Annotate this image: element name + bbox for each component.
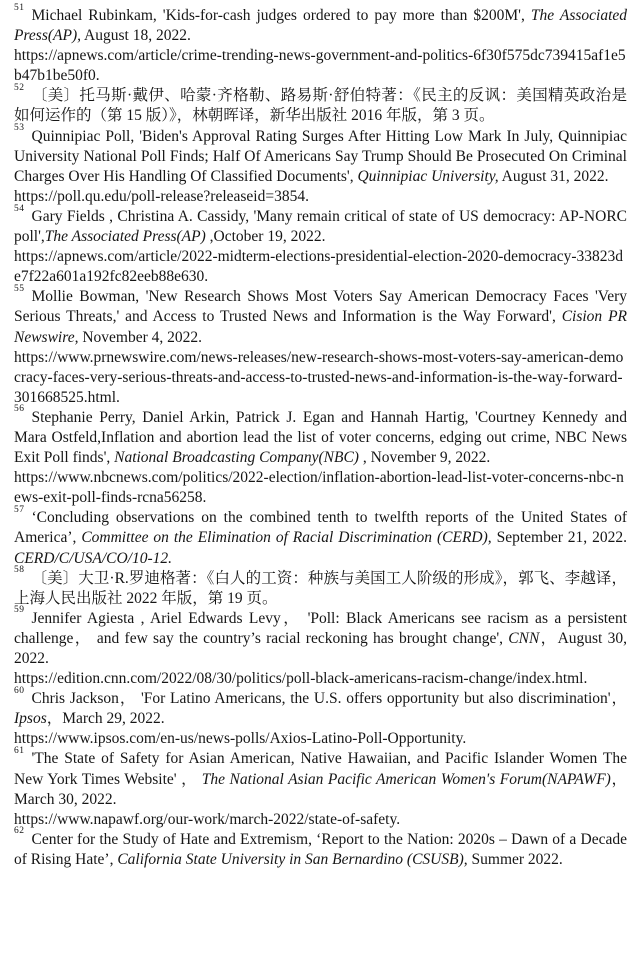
footnote-number: 51 <box>14 2 25 13</box>
citation-text: ，August 30, 2022. <box>14 629 627 667</box>
footnote-number: 59 <box>14 605 25 616</box>
footnote-number: 55 <box>14 283 25 294</box>
citation-text: September 21, 2022. <box>491 529 627 547</box>
footnote <box>14 203 627 287</box>
citation-text: 〔美〕托马斯·戴伊、哈蒙·齐格勒、路易斯·舒伯特著：《民主的反讽：美国精英政治是如何运作的（第 15 版）》，林朝晖译，新华出版社 2016 年版，第 3 页。 <box>14 87 627 125</box>
citation-text: ,October 19, 2022. <box>205 228 326 246</box>
url-text: https://poll.qu.edu/poll-release?releaseid=3854. <box>14 187 309 205</box>
footnote-number: 58 <box>14 565 25 576</box>
footnote <box>14 283 628 408</box>
footnote-number: 53 <box>14 123 25 134</box>
footnote <box>14 504 627 568</box>
source-name-italic: CNN <box>508 629 540 647</box>
source-name-italic: CERD/C/USA/CO/10-12. <box>14 549 173 567</box>
citation-text: ，March 29, 2022. <box>46 710 165 728</box>
footnote-number: 57 <box>14 504 25 515</box>
citation-text: Gary Fields , Christina A. Cassidy, 'Many remain critical of state of US democracy: AP-NORC poll', <box>14 207 627 246</box>
footnote <box>14 123 627 207</box>
citation-text: Stephanie Perry, Daniel Arkin, Patrick J. Egan and Hannah Hartig, 'Courtney Kennedy and Mara Ostfeld,Inflation and abortion lead the list of voter concerns, edging out crime, NBC News Exit Poll finds', <box>14 408 627 467</box>
footnote <box>14 404 627 508</box>
footnote <box>14 82 627 126</box>
url-text: https://www.ipsos.com/en-us/news-polls/Axios-Latino-Poll-Opportunity. <box>14 730 467 748</box>
source-name-italic: National Broadcasting Company(NBC) <box>114 449 359 467</box>
url-text: https://www.napawf.org/our-work/march-2022/state-of-safety. <box>14 810 401 828</box>
footnote <box>14 605 627 689</box>
source-name-italic: The Associated Press(AP), <box>14 7 628 45</box>
footnote <box>14 685 627 749</box>
source-name-italic: Quinnipiac University, <box>357 167 499 185</box>
footnote <box>14 826 627 870</box>
footnote <box>14 565 627 609</box>
citation-text: August 31, 2022. <box>498 167 609 185</box>
citation-text: Summer 2022. <box>467 850 563 868</box>
url-text: https://apnews.com/article/2022-midterm-elections-presidential-election-2020-democracy-33823de7f22a601a192fc82eeb88e630. <box>14 248 624 286</box>
url-text: https://www.prnewswire.com/news-releases/new-research-shows-most-voters-say-american-democracy-faces-very-serious-threats-and-access-to-trusted-news-and-information-is-the-way-forward-301668525.html. <box>14 348 624 406</box>
source-name-italic: Ipsos <box>14 710 47 728</box>
citation-text: August 18, 2022. <box>81 27 191 45</box>
source-name-italic: The National Asian Pacific American Women's Forum(NAPAWF) <box>201 770 611 788</box>
citation-text: November 4, 2022. <box>78 328 202 346</box>
footnote-number: 62 <box>14 826 25 837</box>
citation-text: , November 9, 2022. <box>358 449 491 467</box>
citation-text: Quinnipiac Poll, 'Biden's Approval Rating Surges After Hitting Low Mark In July, Quinnipiac University National Poll Finds; Half Of Americans Say Trump Should Be Prosecuted On Criminal Charges Over His Handling Of Classified Documents', <box>14 127 627 185</box>
citation-text: Michael Rubinkam, 'Kids-for-cash judges ordered to pay more than $200M', <box>31 7 531 24</box>
citation-text: Jennifer Agiesta , Ariel Edwards Levy， 'Poll: Black Americans see racism as a persistent challenge， and few say the country’s racial reckoning has brought change', <box>14 609 627 647</box>
citation-text: Center for the Study of Hate and Extremism, ‘Report to the Nation: 2020s – Dawn of a Decade of Rising Hate’, <box>14 830 627 868</box>
source-name-italic: The Associated Press(AP) <box>44 228 206 246</box>
footnote-number: 56 <box>14 404 25 415</box>
source-name-italic: Committee on the Elimination of Racial Discrimination (CERD), <box>81 529 492 547</box>
url-text: https://apnews.com/article/crime-trending-news-government-and-politics-6f30f575dc739415af1e5b47b1be50f0. <box>14 47 626 85</box>
footnote-list <box>14 2 628 870</box>
citation-text: ‘Concluding observations on the combined tenth to twelfth reports of the United States of America’, <box>14 509 627 547</box>
footnote-number: 60 <box>14 685 25 696</box>
source-name-italic: Cision PR Newswire, <box>14 308 628 346</box>
footnote-number: 61 <box>14 746 25 757</box>
citation-text: 〔美〕大卫·R.罗迪格著：《白人的工资：种族与美国工人阶级的形成》，郭飞、李越译，上海人民出版社 2022 年版，第 19 页。 <box>14 569 627 607</box>
footnote-number: 52 <box>14 82 25 93</box>
url-text: https://www.nbcnews.com/politics/2022-election/inflation-abortion-lead-list-voter-concerns-nbc-news-exit-poll-finds-rcna56258. <box>14 469 624 507</box>
footnote <box>14 2 628 86</box>
footnote <box>14 746 627 829</box>
source-name-italic: California State University in San Bernardino (CSUSB), <box>117 850 468 868</box>
citation-text: 'The State of Safety for Asian American, Native Hawaiian, and Pacific Islander Women The New York Times Website' ， <box>14 750 627 788</box>
url-text: https://edition.cnn.com/2022/08/30/politics/poll-black-americans-racism-change/index.html. <box>14 670 588 688</box>
citation-text: Mollie Bowman, 'New Research Shows Most Voters Say American Democracy Faces 'Very Serious Threats,' and Access to Trusted News and Information is the Way Forward', <box>14 288 627 326</box>
footnote-number: 54 <box>14 203 25 214</box>
citation-text: ，March 30, 2022. <box>14 770 627 808</box>
citation-text: Chris Jackson， 'For Latino Americans, the U.S. offers opportunity but also discrimination'， <box>31 690 627 708</box>
